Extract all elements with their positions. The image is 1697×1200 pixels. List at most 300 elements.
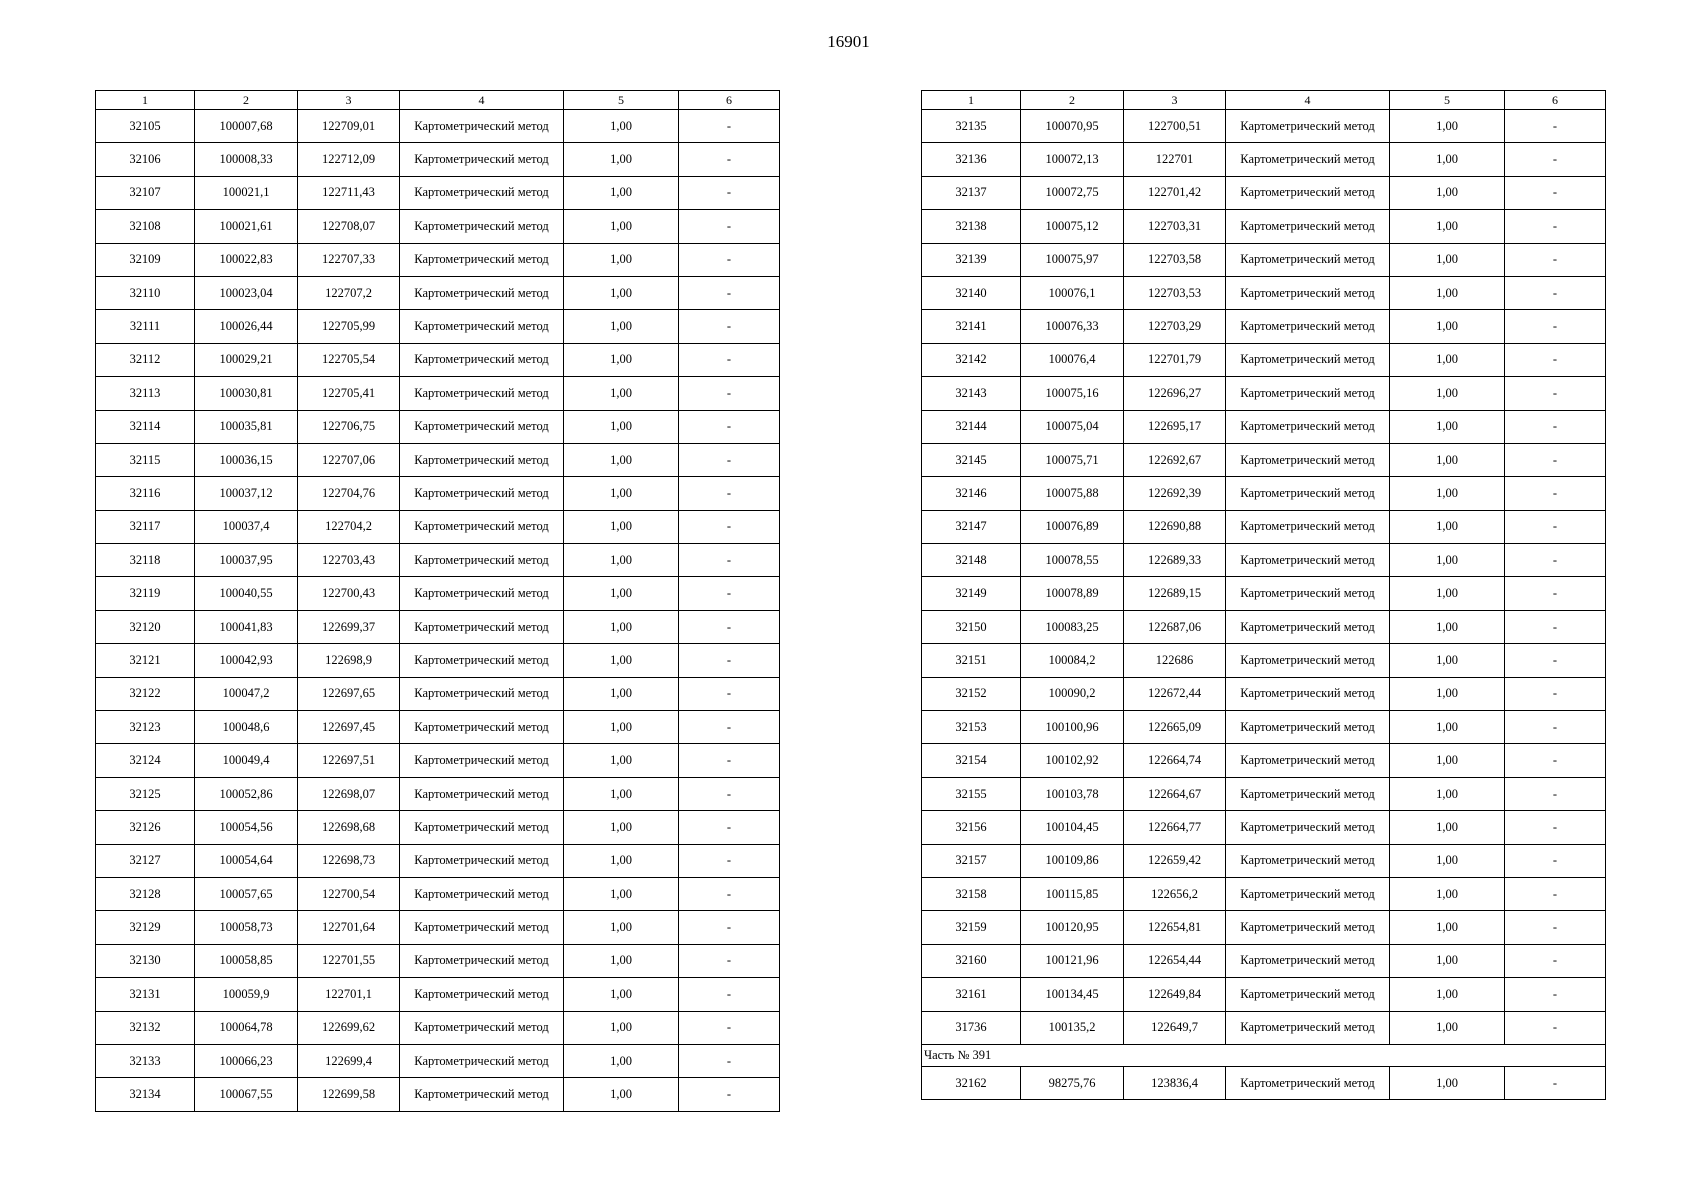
table-row xyxy=(96,443,780,476)
table-cell: 32148 xyxy=(922,544,1021,577)
table-cell: 100022,83 xyxy=(195,243,298,276)
table-cell: 1,00 xyxy=(1390,310,1505,343)
table-cell: - xyxy=(1505,343,1606,376)
table-cell: 32132 xyxy=(96,1011,195,1044)
table-cell: 100104,45 xyxy=(1021,811,1124,844)
table-cell: 1,00 xyxy=(1390,944,1505,977)
table-cell: 100023,04 xyxy=(195,276,298,309)
table-cell: Картометрический метод xyxy=(1226,811,1390,844)
table-cell: Картометрический метод xyxy=(400,110,564,143)
column-header: 1 xyxy=(922,91,1021,110)
table-cell: - xyxy=(679,644,780,677)
table-cell: 1,00 xyxy=(1390,210,1505,243)
table-cell: 100100,96 xyxy=(1021,711,1124,744)
table-cell: 32151 xyxy=(922,644,1021,677)
table-cell: 122698,73 xyxy=(298,844,400,877)
table-cell: 1,00 xyxy=(1390,410,1505,443)
table-cell: 1,00 xyxy=(564,343,679,376)
table-cell: Картометрический метод xyxy=(400,1078,564,1111)
table-cell: Картометрический метод xyxy=(1226,911,1390,944)
table-cell: 122686 xyxy=(1124,644,1226,677)
table-row xyxy=(922,243,1606,276)
table-cell: 122711,43 xyxy=(298,176,400,209)
table-cell: 1,00 xyxy=(1390,577,1505,610)
table-cell: 32159 xyxy=(922,911,1021,944)
table-cell: - xyxy=(679,176,780,209)
table-cell: 122703,29 xyxy=(1124,310,1226,343)
table-cell: Картометрический метод xyxy=(400,777,564,810)
table-cell: 1,00 xyxy=(564,711,679,744)
table-cell: 32115 xyxy=(96,443,195,476)
table-cell: 122698,07 xyxy=(298,777,400,810)
table-row xyxy=(96,110,780,143)
table-row xyxy=(96,777,780,810)
table-cell: 122706,75 xyxy=(298,410,400,443)
table-cell: 1,00 xyxy=(1390,911,1505,944)
table-cell: 32112 xyxy=(96,343,195,376)
table-cell: Картометрический метод xyxy=(1226,978,1390,1011)
table-cell: - xyxy=(679,744,780,777)
part-label-row xyxy=(922,1044,1606,1066)
table-cell: 1,00 xyxy=(1390,1011,1505,1044)
table-cell: 122656,2 xyxy=(1124,877,1226,910)
table-cell: 100054,56 xyxy=(195,811,298,844)
table-cell: 122705,41 xyxy=(298,377,400,410)
table-cell: 32110 xyxy=(96,276,195,309)
table-cell: - xyxy=(1505,143,1606,176)
table-cell: 32154 xyxy=(922,744,1021,777)
table-cell: Картометрический метод xyxy=(1226,944,1390,977)
table-cell: 100037,95 xyxy=(195,544,298,577)
table-cell: 32142 xyxy=(922,343,1021,376)
table-cell: - xyxy=(679,310,780,343)
table-cell: - xyxy=(1505,477,1606,510)
table-cell: Картометрический метод xyxy=(400,310,564,343)
part-label: Часть № 391 xyxy=(922,1044,1606,1066)
table-cell: 122664,67 xyxy=(1124,777,1226,810)
table-cell: Картометрический метод xyxy=(1226,844,1390,877)
table-cell: 32157 xyxy=(922,844,1021,877)
table-row xyxy=(922,610,1606,643)
table-row xyxy=(96,944,780,977)
table-row xyxy=(922,777,1606,810)
table-row xyxy=(922,811,1606,844)
table-cell: - xyxy=(1505,210,1606,243)
table-cell: - xyxy=(679,944,780,977)
table-row xyxy=(96,744,780,777)
table-cell: - xyxy=(1505,276,1606,309)
table-cell: Картометрический метод xyxy=(400,744,564,777)
table-cell: Картометрический метод xyxy=(1226,410,1390,443)
table-row xyxy=(96,1044,780,1077)
table-cell: 1,00 xyxy=(1390,143,1505,176)
table-cell: 32127 xyxy=(96,844,195,877)
table-cell: Картометрический метод xyxy=(400,711,564,744)
table-cell: 32143 xyxy=(922,377,1021,410)
table-cell: - xyxy=(1505,677,1606,710)
table-cell: 32153 xyxy=(922,711,1021,744)
table-cell: 122703,58 xyxy=(1124,243,1226,276)
table-row xyxy=(922,143,1606,176)
table-cell: 32114 xyxy=(96,410,195,443)
table-cell: 1,00 xyxy=(564,176,679,209)
table-cell: 100109,86 xyxy=(1021,844,1124,877)
table-row xyxy=(922,477,1606,510)
table-cell: Картометрический метод xyxy=(400,343,564,376)
table-cell: 1,00 xyxy=(1390,110,1505,143)
table-cell: 122664,74 xyxy=(1124,744,1226,777)
table-cell: 100037,12 xyxy=(195,477,298,510)
table-cell: 1,00 xyxy=(564,110,679,143)
table-row xyxy=(922,276,1606,309)
table-cell: - xyxy=(679,143,780,176)
table-row xyxy=(96,276,780,309)
table-cell: Картометрический метод xyxy=(400,443,564,476)
table-cell: 100042,93 xyxy=(195,644,298,677)
table-cell: 32122 xyxy=(96,677,195,710)
table-cell: 122695,17 xyxy=(1124,410,1226,443)
table-cell: 122707,2 xyxy=(298,276,400,309)
table-cell: Картометрический метод xyxy=(400,377,564,410)
table-cell: 1,00 xyxy=(564,510,679,543)
page-number: 16901 xyxy=(827,32,870,51)
table-cell: 100121,96 xyxy=(1021,944,1124,977)
table-cell: 100084,2 xyxy=(1021,644,1124,677)
table-cell: 122700,51 xyxy=(1124,110,1226,143)
table-cell: - xyxy=(679,877,780,910)
table-cell: 32139 xyxy=(922,243,1021,276)
table-row xyxy=(922,210,1606,243)
table-cell: 122664,77 xyxy=(1124,811,1226,844)
table-cell: 32141 xyxy=(922,310,1021,343)
table-cell: 122689,15 xyxy=(1124,577,1226,610)
table-cell: 1,00 xyxy=(564,276,679,309)
table-cell: 32150 xyxy=(922,610,1021,643)
table-cell: 1,00 xyxy=(1390,711,1505,744)
table-cell: 1,00 xyxy=(564,877,679,910)
table-cell: 1,00 xyxy=(1390,877,1505,910)
table-cell: 100076,33 xyxy=(1021,310,1124,343)
table-row xyxy=(96,1011,780,1044)
table-cell: 32147 xyxy=(922,510,1021,543)
table-cell: 122699,4 xyxy=(298,1044,400,1077)
table-cell: 122701 xyxy=(1124,143,1226,176)
table-cell: - xyxy=(679,577,780,610)
table-row xyxy=(96,310,780,343)
table-cell: 1,00 xyxy=(564,377,679,410)
table-cell: - xyxy=(679,811,780,844)
table-cell: 1,00 xyxy=(1390,443,1505,476)
table-cell: 122705,99 xyxy=(298,310,400,343)
table-cell: 1,00 xyxy=(564,811,679,844)
table-cell: 1,00 xyxy=(564,644,679,677)
table-cell: 1,00 xyxy=(1390,978,1505,1011)
table-cell: 32119 xyxy=(96,577,195,610)
table-cell: Картометрический метод xyxy=(1226,377,1390,410)
table-cell: Картометрический метод xyxy=(1226,310,1390,343)
table-cell: 122707,06 xyxy=(298,443,400,476)
table-cell: - xyxy=(679,343,780,376)
table-cell: 122698,9 xyxy=(298,644,400,677)
table-cell: 122672,44 xyxy=(1124,677,1226,710)
table-row xyxy=(96,844,780,877)
table-cell: 122696,27 xyxy=(1124,377,1226,410)
table-cell: - xyxy=(679,844,780,877)
table-cell: 32106 xyxy=(96,143,195,176)
table-cell: 100135,2 xyxy=(1021,1011,1124,1044)
table-cell: 32152 xyxy=(922,677,1021,710)
table-cell: 1,00 xyxy=(1390,744,1505,777)
table-cell: - xyxy=(1505,1011,1606,1044)
table-cell: 32160 xyxy=(922,944,1021,977)
table-cell: - xyxy=(1505,310,1606,343)
table-cell: 1,00 xyxy=(1390,777,1505,810)
table-row xyxy=(96,377,780,410)
table-cell: 100075,71 xyxy=(1021,443,1124,476)
table-cell: 100120,95 xyxy=(1021,911,1124,944)
table-cell: 1,00 xyxy=(564,1044,679,1077)
table-cell: Картометрический метод xyxy=(1226,477,1390,510)
table-cell: - xyxy=(679,978,780,1011)
table-cell: 122700,54 xyxy=(298,877,400,910)
table-cell: 32105 xyxy=(96,110,195,143)
table-cell: 32136 xyxy=(922,143,1021,176)
table-cell: 122700,43 xyxy=(298,577,400,610)
table-row xyxy=(96,877,780,910)
table-cell: 100070,95 xyxy=(1021,110,1124,143)
table-cell: - xyxy=(1505,744,1606,777)
table-cell: - xyxy=(679,677,780,710)
table-cell: - xyxy=(1505,978,1606,1011)
table-cell: - xyxy=(679,1044,780,1077)
table-header xyxy=(96,91,780,110)
table-cell: 100072,75 xyxy=(1021,176,1124,209)
table-cell: 122697,45 xyxy=(298,711,400,744)
column-header: 2 xyxy=(1021,91,1124,110)
table-row xyxy=(96,911,780,944)
table-row xyxy=(96,176,780,209)
table-cell: 32123 xyxy=(96,711,195,744)
table-cell: - xyxy=(1505,711,1606,744)
table-cell: 1,00 xyxy=(1390,343,1505,376)
table-cell: Картометрический метод xyxy=(400,143,564,176)
table-cell: Картометрический метод xyxy=(400,577,564,610)
table-row xyxy=(922,343,1606,376)
table-cell: Картометрический метод xyxy=(400,1044,564,1077)
table-cell: 1,00 xyxy=(1390,544,1505,577)
table-cell: Картометрический метод xyxy=(400,276,564,309)
table-cell: 32146 xyxy=(922,477,1021,510)
table-row xyxy=(922,176,1606,209)
table-cell: 100078,89 xyxy=(1021,577,1124,610)
table-cell: 32158 xyxy=(922,877,1021,910)
table-cell: Картометрический метод xyxy=(1226,510,1390,543)
table-cell: 122697,51 xyxy=(298,744,400,777)
table-cell: - xyxy=(679,777,780,810)
table-cell: 1,00 xyxy=(1390,677,1505,710)
table-row xyxy=(922,410,1606,443)
table-cell: 1,00 xyxy=(564,1011,679,1044)
table-cell: 100064,78 xyxy=(195,1011,298,1044)
table-cell: 1,00 xyxy=(564,978,679,1011)
table-cell: 32134 xyxy=(96,1078,195,1111)
table-cell: - xyxy=(1505,577,1606,610)
table-cell: 32144 xyxy=(922,410,1021,443)
table-row xyxy=(96,711,780,744)
table-cell: - xyxy=(679,210,780,243)
table-cell: 100075,04 xyxy=(1021,410,1124,443)
table-cell: 122687,06 xyxy=(1124,610,1226,643)
table-cell: 1,00 xyxy=(564,310,679,343)
table-row xyxy=(96,343,780,376)
table-row xyxy=(922,944,1606,977)
table-cell: 122701,55 xyxy=(298,944,400,977)
table-cell: 122701,1 xyxy=(298,978,400,1011)
table-row xyxy=(922,1011,1606,1044)
table-cell: Картометрический метод xyxy=(400,877,564,910)
table-cell: - xyxy=(679,1011,780,1044)
table-cell: 100102,92 xyxy=(1021,744,1124,777)
table-cell: 1,00 xyxy=(564,911,679,944)
table-cell: 100054,64 xyxy=(195,844,298,877)
table-cell: Картометрический метод xyxy=(1226,677,1390,710)
table-cell: 122697,65 xyxy=(298,677,400,710)
table-cell: 100058,73 xyxy=(195,911,298,944)
table-cell: - xyxy=(1505,243,1606,276)
table-row xyxy=(922,677,1606,710)
table-cell: 1,00 xyxy=(564,143,679,176)
table-cell: Картометрический метод xyxy=(1226,610,1390,643)
table-cell: Картометрический метод xyxy=(400,644,564,677)
table-cell: 32131 xyxy=(96,978,195,1011)
table-cell: Картометрический метод xyxy=(1226,343,1390,376)
table-cell: Картометрический метод xyxy=(400,610,564,643)
table-cell: 32128 xyxy=(96,877,195,910)
table-row xyxy=(96,577,780,610)
table-cell: 122698,68 xyxy=(298,811,400,844)
table-cell: Картометрический метод xyxy=(400,410,564,443)
table-row xyxy=(96,677,780,710)
table-cell: 1,00 xyxy=(564,477,679,510)
table-cell: Картометрический метод xyxy=(1226,711,1390,744)
table-cell: 122659,42 xyxy=(1124,844,1226,877)
column-header: 5 xyxy=(564,91,679,110)
table-cell: 100072,13 xyxy=(1021,143,1124,176)
table-cell: 1,00 xyxy=(1390,610,1505,643)
table-cell: 122701,42 xyxy=(1124,176,1226,209)
table-cell: 32125 xyxy=(96,777,195,810)
table-cell: 32133 xyxy=(96,1044,195,1077)
table-cell: 1,00 xyxy=(564,744,679,777)
column-header: 3 xyxy=(1124,91,1226,110)
table-cell: 32108 xyxy=(96,210,195,243)
table-cell: - xyxy=(1505,811,1606,844)
table-cell: 100049,4 xyxy=(195,744,298,777)
table-cell: 1,00 xyxy=(1390,176,1505,209)
table-cell: 1,00 xyxy=(1390,1066,1505,1099)
table-cell: 100040,55 xyxy=(195,577,298,610)
table-row xyxy=(96,811,780,844)
table-cell: Картометрический метод xyxy=(400,677,564,710)
table-cell: Картометрический метод xyxy=(400,176,564,209)
table-cell: - xyxy=(1505,911,1606,944)
table-cell: Картометрический метод xyxy=(400,911,564,944)
table-cell: 32111 xyxy=(96,310,195,343)
table-cell: Картометрический метод xyxy=(1226,544,1390,577)
table-cell: 100076,4 xyxy=(1021,343,1124,376)
table-cell: 32109 xyxy=(96,243,195,276)
table-cell: Картометрический метод xyxy=(400,210,564,243)
table-row xyxy=(922,544,1606,577)
table-cell: Картометрический метод xyxy=(400,544,564,577)
table-cell: Картометрический метод xyxy=(400,510,564,543)
table-cell: 1,00 xyxy=(1390,377,1505,410)
table-cell: 31736 xyxy=(922,1011,1021,1044)
table-cell: 123836,4 xyxy=(1124,1066,1226,1099)
table-cell: 32135 xyxy=(922,110,1021,143)
table-cell: 122665,09 xyxy=(1124,711,1226,744)
column-header: 5 xyxy=(1390,91,1505,110)
table-cell: 1,00 xyxy=(564,243,679,276)
table-cell: Картометрический метод xyxy=(1226,777,1390,810)
table-row xyxy=(922,844,1606,877)
table-row xyxy=(96,544,780,577)
table-cell: 122707,33 xyxy=(298,243,400,276)
column-header: 4 xyxy=(400,91,564,110)
table-cell: 100103,78 xyxy=(1021,777,1124,810)
table-row xyxy=(922,877,1606,910)
table-cell: 100076,89 xyxy=(1021,510,1124,543)
table-cell: - xyxy=(1505,610,1606,643)
column-header: 6 xyxy=(679,91,780,110)
table-cell: 122709,01 xyxy=(298,110,400,143)
table-cell: Картометрический метод xyxy=(400,243,564,276)
table-cell: Картометрический метод xyxy=(400,811,564,844)
table-cell: 100030,81 xyxy=(195,377,298,410)
table-cell: 122692,67 xyxy=(1124,443,1226,476)
table-row xyxy=(96,143,780,176)
table-cell: 1,00 xyxy=(1390,644,1505,677)
table-row xyxy=(922,310,1606,343)
table-cell: 1,00 xyxy=(564,677,679,710)
table-cell: Картометрический метод xyxy=(1226,143,1390,176)
table-cell: - xyxy=(1505,844,1606,877)
table-cell: 1,00 xyxy=(564,777,679,810)
table-row xyxy=(922,1066,1606,1099)
table-cell: Картометрический метод xyxy=(1226,443,1390,476)
table-cell: 100090,2 xyxy=(1021,677,1124,710)
column-header: 2 xyxy=(195,91,298,110)
column-header: 6 xyxy=(1505,91,1606,110)
table-cell: 122699,58 xyxy=(298,1078,400,1111)
table-cell: 32117 xyxy=(96,510,195,543)
table-cell: 122701,64 xyxy=(298,911,400,944)
table-cell: 100047,2 xyxy=(195,677,298,710)
table-cell: 32156 xyxy=(922,811,1021,844)
table-cell: 1,00 xyxy=(1390,243,1505,276)
table-row xyxy=(922,711,1606,744)
table-cell: - xyxy=(679,276,780,309)
table-cell: Картометрический метод xyxy=(1226,577,1390,610)
table-cell: 100075,97 xyxy=(1021,243,1124,276)
table-cell: 32155 xyxy=(922,777,1021,810)
table-cell: 100037,4 xyxy=(195,510,298,543)
table-cell: 1,00 xyxy=(564,610,679,643)
table-cell: 122654,81 xyxy=(1124,911,1226,944)
table-row xyxy=(96,510,780,543)
table-cell: 122712,09 xyxy=(298,143,400,176)
table-cell: - xyxy=(1505,443,1606,476)
